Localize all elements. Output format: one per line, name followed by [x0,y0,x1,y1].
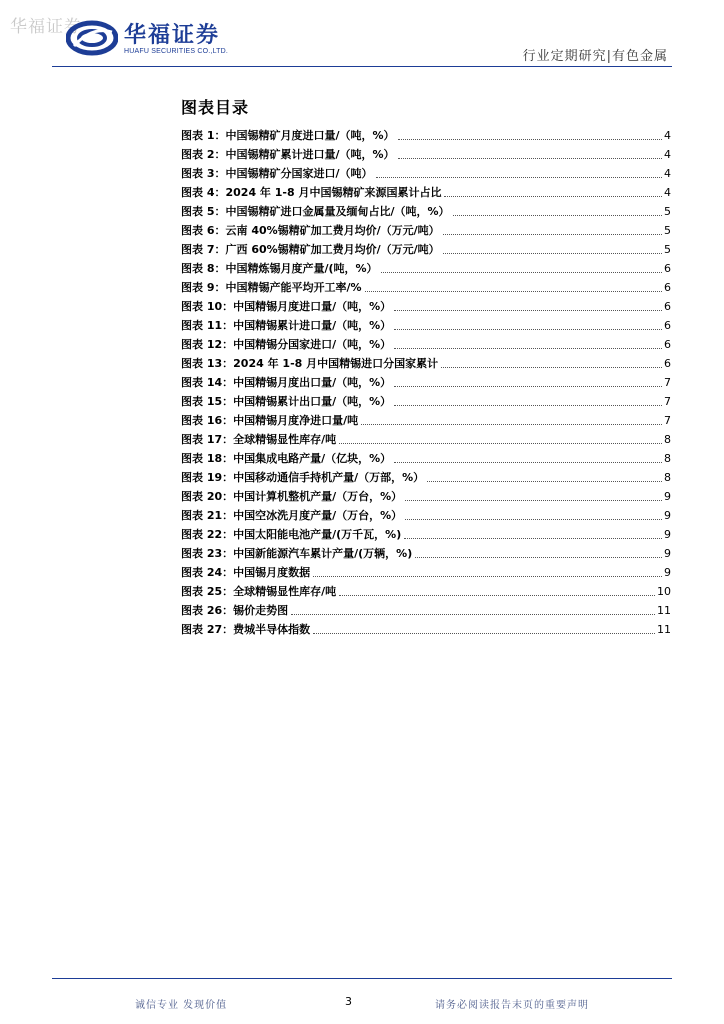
toc-entry-label: 图表 17：全球精锡显性库存/吨 [181,433,337,446]
toc-leader-dots [427,480,662,482]
toc-entry-label: 图表 6：云南 40%锡精矿加工费月均价/（万元/吨） [181,224,440,237]
toc-entry-page: 9 [664,509,671,522]
toc-entry-label: 图表 24：中国锡月度数据 [181,566,311,579]
footer-disclaimer: 请务必阅读报告末页的重要声明 [435,1000,589,1011]
toc-leader-dots [444,195,662,197]
toc-entry[interactable] [181,182,671,201]
toc-entry-page: 7 [664,395,671,408]
toc-entry[interactable] [181,391,671,410]
toc-entry-page: 10 [657,585,671,598]
toc-entry-page: 5 [664,205,671,218]
toc-entry-label: 图表 16：中国精锡月度净进口量/吨 [181,414,359,427]
toc-entry[interactable] [181,543,671,562]
toc-leader-dots [394,385,662,387]
toc-leader-dots [365,290,662,292]
toc-entry[interactable] [181,315,671,334]
toc-entry[interactable] [181,505,671,524]
toc-entry-page: 11 [657,604,671,617]
toc-leader-dots [443,252,662,254]
toc-entry-page: 9 [664,566,671,579]
toc-leader-dots [398,157,662,159]
company-logo [66,14,246,60]
toc-entry-label: 图表 20：中国计算机整机产量/（万台，%） [181,490,403,503]
toc-entry-page: 6 [664,262,671,275]
toc-entry-label: 图表 19：中国移动通信手持机产量/（万部，%） [181,471,425,484]
toc-leader-dots [394,347,662,349]
toc-entry-label: 图表 21：中国空冰洗月度产量/（万台，%） [181,509,403,522]
toc-entry-page: 8 [664,452,671,465]
toc-entry-label: 图表 15：中国精锡累计出口量/（吨，%） [181,395,392,408]
header-divider [52,66,672,67]
toc-entry-label: 图表 9：中国精锡产能平均开工率/% [181,281,362,294]
toc-entry-page: 6 [664,281,671,294]
toc-entry[interactable] [181,372,671,391]
toc-entry-label: 图表 11：中国精锡累计进口量/（吨，%） [181,319,392,332]
toc-leader-dots [398,138,662,140]
toc-leader-dots [394,461,662,463]
toc-entry-page: 11 [657,623,671,636]
toc-entry[interactable] [181,429,671,448]
toc-entry[interactable] [181,334,671,353]
toc-entry-label: 图表 3：中国锡精矿分国家进口/（吨） [181,167,373,180]
toc-leader-dots [339,594,655,596]
toc-entry-label: 图表 27：费城半导体指数 [181,623,311,636]
toc-entry-page: 6 [664,338,671,351]
toc-entry-page: 8 [664,471,671,484]
logo-chinese-name: 华福证券 [124,23,221,48]
toc-entry-label: 图表 7：广西 60%锡精矿加工费月均价/（万元/吨） [181,243,440,256]
toc-entry[interactable] [181,410,671,429]
toc-entry-label: 图表 2：中国锡精矿累计进口量/（吨，%） [181,148,395,161]
toc-entry-label: 图表 18：中国集成电路产量/（亿块，%） [181,452,392,465]
toc-leader-dots [394,404,662,406]
toc-entry[interactable] [181,125,671,144]
toc-entry-page: 6 [664,357,671,370]
footer-divider [52,978,672,979]
toc-entry-label: 图表 23：中国新能源汽车累计产量/(万辆，%) [181,547,413,560]
toc-leader-dots [394,328,662,330]
toc-leader-dots [339,442,662,444]
footer-slogan: 诚信专业 发现价值 [135,1000,228,1011]
toc-entry-label: 图表 22：中国太阳能电池产量/(万千瓦，%) [181,528,402,541]
toc-entry-page: 9 [664,528,671,541]
toc-entry[interactable] [181,163,671,182]
toc-entry-page: 7 [664,414,671,427]
toc-entry[interactable] [181,353,671,372]
toc-entry-label: 图表 14：中国精锡月度出口量/（吨，%） [181,376,392,389]
toc-entry-page: 9 [664,490,671,503]
toc-leader-dots [441,366,662,368]
toc-entry[interactable] [181,201,671,220]
toc-leader-dots [453,214,662,216]
toc-entry-label: 图表 10：中国精锡月度进口量/（吨，%） [181,300,392,313]
toc-entry-page: 5 [664,224,671,237]
toc-entry-label: 图表 26：锡价走势图 [181,604,289,617]
toc-entry[interactable] [181,220,671,239]
toc-entry-page: 8 [664,433,671,446]
toc-list [181,125,671,638]
toc-entry[interactable] [181,277,671,296]
toc-entry[interactable] [181,581,671,600]
toc-leader-dots [404,537,662,539]
watermark-text: 华福证券 [10,17,82,37]
toc-leader-dots [361,423,662,425]
toc-entry[interactable] [181,619,671,638]
toc-entry-page: 9 [664,547,671,560]
toc-leader-dots [394,309,662,311]
toc-leader-dots [415,556,662,558]
logo-english-name: HUAFU SECURITIES CO.,LTD. [124,48,229,55]
toc-leader-dots [381,271,662,273]
toc-entry-label: 图表 12：中国精锡分国家进口/（吨，%） [181,338,392,351]
toc-entry-label: 图表 5：中国锡精矿进口金属量及缅甸占比/（吨，%） [181,205,450,218]
toc-entry-page: 5 [664,243,671,256]
toc-entry[interactable] [181,486,671,505]
toc-leader-dots [443,233,662,235]
toc-entry[interactable] [181,600,671,619]
toc-title: 图表目录 [181,98,250,117]
toc-entry[interactable] [181,258,671,277]
toc-entry-page: 4 [664,186,671,199]
toc-entry-label: 图表 25：全球精锡显性库存/吨 [181,585,337,598]
toc-entry[interactable] [181,448,671,467]
toc-entry[interactable] [181,562,671,581]
toc-leader-dots [291,613,655,615]
toc-entry-page: 6 [664,319,671,332]
toc-leader-dots [313,575,662,577]
toc-leader-dots [376,176,663,178]
toc-entry[interactable] [181,144,671,163]
toc-leader-dots [405,518,662,520]
toc-entry-page: 6 [664,300,671,313]
toc-entry-label: 图表 1：中国锡精矿月度进口量/（吨，%） [181,129,395,142]
toc-entry[interactable] [181,524,671,543]
toc-entry-page: 4 [664,148,671,161]
toc-entry-page: 4 [664,129,671,142]
toc-entry-label: 图表 8：中国精炼锡月度产量/(吨，%） [181,262,378,275]
toc-entry[interactable] [181,467,671,486]
toc-entry-label: 图表 4：2024 年 1-8 月中国锡精矿来源国累计占比 [181,186,442,199]
report-category: 行业定期研究|有色金属 [522,49,668,64]
toc-leader-dots [405,499,662,501]
toc-entry-label: 图表 13：2024 年 1-8 月中国精锡进口分国家累计 [181,357,439,370]
toc-entry[interactable] [181,239,671,258]
toc-entry[interactable] [181,296,671,315]
logo-swirl-icon [66,20,118,56]
toc-entry-page: 7 [664,376,671,389]
page-number: 3 [345,995,352,1008]
toc-leader-dots [313,632,655,634]
toc-entry-page: 4 [664,167,671,180]
